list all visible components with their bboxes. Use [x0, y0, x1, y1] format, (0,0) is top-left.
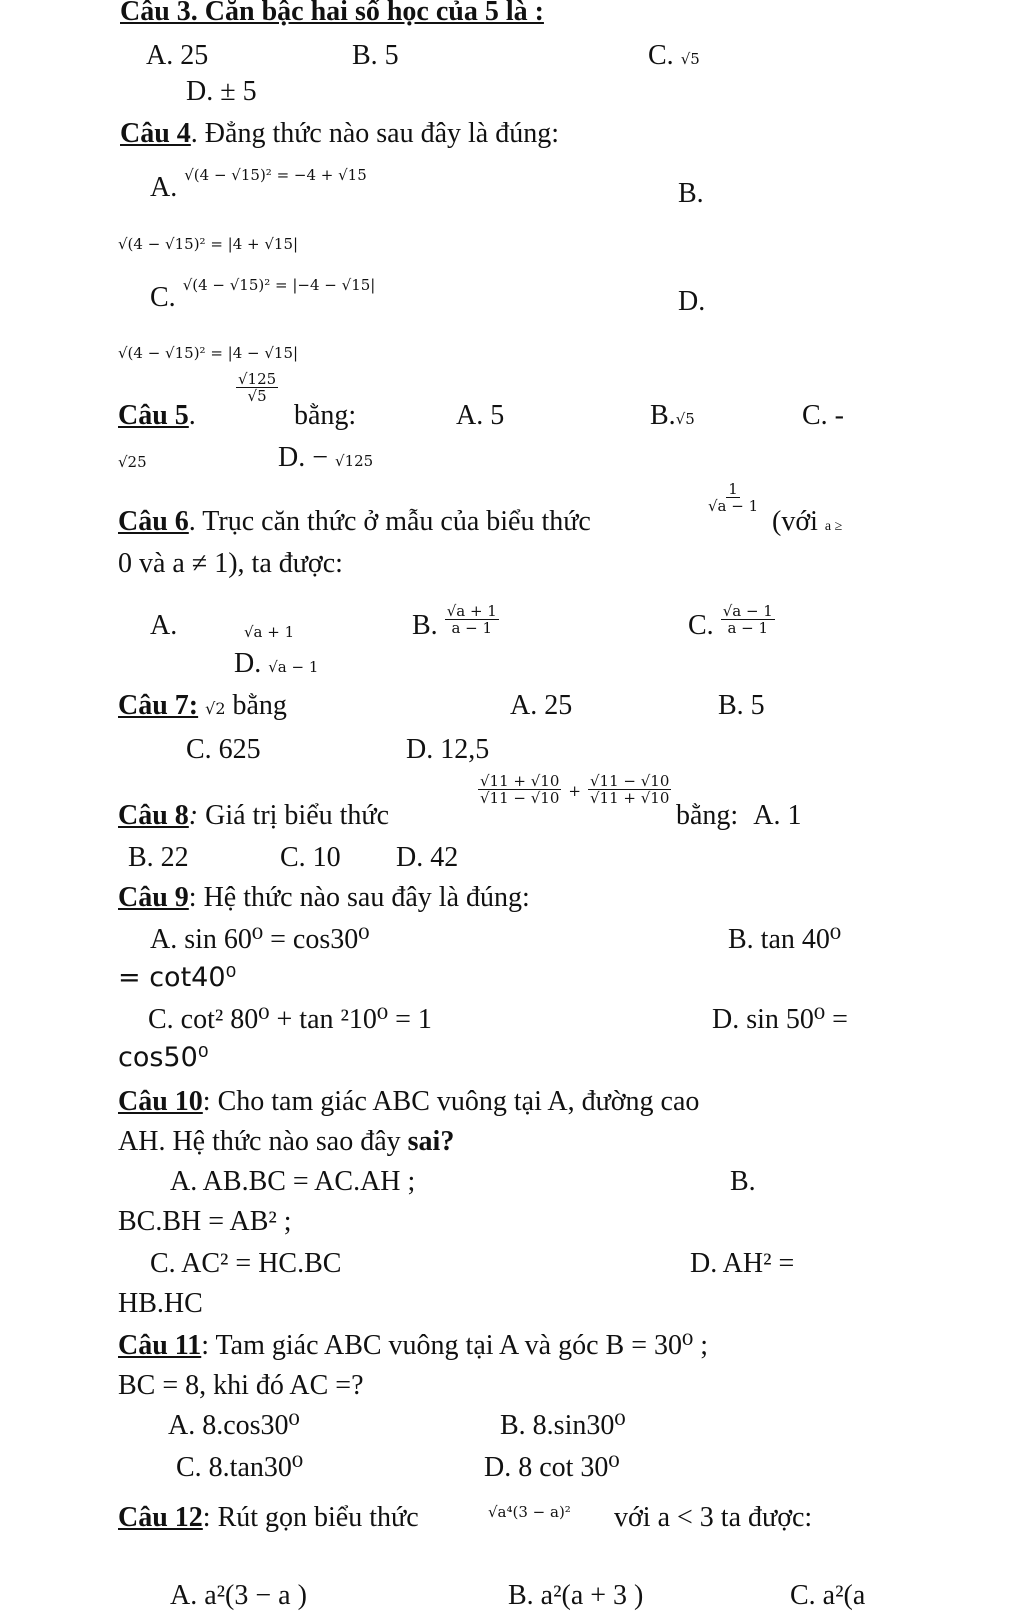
- q5-option-b: [650, 400, 695, 435]
- q6-cond: a ≥: [824, 519, 843, 534]
- q4-option-c: [150, 276, 376, 317]
- q9-question: [118, 882, 530, 914]
- q3-option-b: B. 5: [352, 40, 399, 71]
- q3-option-d-label: D.: [186, 76, 214, 107]
- q10-option-a: A. AB.BC = AC.AH ;: [170, 1166, 416, 1197]
- q5-option-c-label: C. -: [802, 400, 844, 431]
- q8-frac2: [588, 773, 671, 806]
- q7-option-b: B. 5: [718, 690, 765, 721]
- q3-title: [120, 0, 544, 28]
- q5-fraction: [236, 370, 278, 404]
- q10-option-c: C. AC² = HC.BC: [150, 1248, 342, 1279]
- q9-option-a: A. sin 60⁰ = cos30⁰: [150, 924, 370, 955]
- q10-option-b: B.: [730, 1166, 756, 1197]
- q9-option-b: B. tan 40⁰: [728, 924, 842, 955]
- q5-den: √5: [247, 387, 267, 406]
- q4-option-d-label: D.: [678, 286, 706, 317]
- q6-den: √a − 1: [708, 497, 759, 516]
- q8-question: [118, 800, 389, 832]
- q6-option-d-expr: √a − 1: [268, 658, 319, 676]
- q6-option-c-frac: [721, 603, 775, 636]
- q6-option-a-expr: √a + 1: [244, 623, 295, 641]
- q8-equals-text: bằng:: [676, 800, 739, 831]
- q8-frac1: [478, 773, 561, 806]
- q9-text: : Hệ thức nào sau đây là đúng:: [188, 882, 530, 913]
- q8-frac1-den: √11 − √10: [480, 789, 560, 808]
- q5-label-wrap: [118, 400, 196, 432]
- q3-title-text: Câu 3. Căn bậc hai số học của 5 là :: [120, 0, 544, 27]
- q7-expr: √2: [205, 699, 226, 718]
- q9-label: Câu 9: [118, 882, 189, 913]
- q5-option-b-label: B.: [650, 400, 676, 431]
- q6-option-c-den: a − 1: [727, 619, 769, 638]
- q6-question: [118, 506, 591, 538]
- q12-text: : Rút gọn biểu thức: [202, 1502, 419, 1533]
- q8-expression: [478, 772, 671, 807]
- q9-option-d-cont: cos50⁰: [118, 1042, 209, 1073]
- q6-option-a-label: A.: [150, 610, 178, 641]
- q8-frac2-den: √11 + √10: [589, 789, 670, 808]
- q7-question: [118, 690, 287, 725]
- q6-label: Câu 6: [118, 506, 189, 537]
- q4-option-b-label: B.: [678, 178, 704, 209]
- q7-option-c: C. 625: [186, 734, 261, 765]
- q4-option-d-expr: √(4 − √15)² = |4 − √15|: [118, 344, 299, 362]
- q5-option-a: A. 5: [456, 400, 505, 431]
- q5-num: √125: [238, 370, 277, 389]
- q5-option-d-expr: √125: [335, 452, 374, 470]
- q12-option-a: A. a²(3 − a ): [170, 1580, 307, 1611]
- q10-option-d: D. AH² =: [690, 1248, 795, 1279]
- q4-label: Câu 4: [120, 118, 191, 149]
- q6-option-c: [688, 602, 775, 644]
- q5-option-b-expr: √5: [675, 410, 695, 428]
- q11-option-c: C. 8.tan30⁰: [176, 1452, 304, 1483]
- q6-option-d-label: D.: [234, 648, 262, 679]
- q9-option-c: C. cot² 80⁰ + tan ²10⁰ = 1: [148, 1004, 432, 1035]
- q11-question: [118, 1330, 708, 1362]
- q8-text2: [676, 800, 801, 832]
- q10-option-d-cont: HB.HC: [118, 1288, 203, 1319]
- q5-option-c-expr: √25: [118, 453, 147, 471]
- q11-option-a: A. 8.cos30⁰: [168, 1410, 300, 1441]
- q8-option-d: D. 42: [396, 842, 459, 873]
- q4-option-c-label: C.: [150, 282, 176, 313]
- q6-option-b-frac: [445, 603, 499, 636]
- q3-option-c-label: C.: [648, 40, 674, 71]
- q6-text: . Trục căn thức ở mẫu của biểu thức: [188, 506, 591, 537]
- q12-question: [118, 1502, 419, 1534]
- q8-label: Câu 8: [118, 800, 189, 831]
- q5-frac: [236, 371, 278, 404]
- q6-option-d: [234, 648, 318, 683]
- q4-option-a: [150, 166, 367, 207]
- q10-label: Câu 10: [118, 1086, 203, 1117]
- q10-option-b-cont: BC.BH = AB² ;: [118, 1206, 292, 1237]
- q5-option-d-label: D. −: [278, 442, 329, 473]
- q3-option-a: A. 25: [146, 40, 209, 71]
- q12-option-b: B. a²(a + 3 ): [508, 1580, 644, 1611]
- q5-option-d: [278, 442, 373, 477]
- q6-option-b-den: a − 1: [451, 619, 493, 638]
- q6-fraction: [706, 480, 760, 514]
- q12-text2: với a < 3 ta được:: [614, 1502, 813, 1533]
- q8-option-c: C. 10: [280, 842, 341, 873]
- q6-line2: 0 và a ≠ 1), ta được:: [118, 548, 343, 579]
- q4-option-b-expr: √(4 − √15)² = |4 + √15|: [118, 235, 299, 253]
- q6-option-b-label: B.: [412, 610, 438, 641]
- q8-text: Giá trị biểu thức: [205, 800, 390, 831]
- q7-option-d: D. 12,5: [406, 734, 490, 765]
- q10-text: : Cho tam giác ABC vuông tại A, đường cao: [202, 1086, 700, 1117]
- q10-question: [118, 1086, 699, 1118]
- q3-option-d: [186, 76, 257, 108]
- q8-plus: +: [568, 782, 581, 800]
- q5-dot: .: [188, 400, 196, 431]
- q3-option-c-expr: √5: [680, 50, 700, 68]
- q4-text: . Đẳng thức nào sau đây là đúng:: [190, 118, 559, 149]
- q12-option-c: C. a²(a: [790, 1580, 866, 1611]
- q6-option-c-num: √a − 1: [722, 602, 773, 621]
- q8-frac1-num: √11 + √10: [480, 772, 560, 791]
- q4-option-c-expr: √(4 − √15)² = |−4 − √15|: [182, 276, 376, 294]
- q6-num: 1: [728, 480, 738, 499]
- q10-line2: [118, 1126, 454, 1158]
- q8-frac2-num: √11 − √10: [589, 772, 670, 791]
- q8-option-a: A. 1: [753, 800, 802, 831]
- q11-option-d: D. 8 cot 30⁰: [484, 1452, 620, 1483]
- q6-option-c-label: C.: [688, 610, 714, 641]
- q12-expr: √a⁴(3 − a)²: [488, 1503, 571, 1521]
- q9-option-b-cont: = cot40⁰: [118, 962, 237, 993]
- q11-option-b: B. 8.sin30⁰: [500, 1410, 626, 1441]
- q7-label: Câu 7:: [118, 690, 199, 721]
- q7-option-a: A. 25: [510, 690, 573, 721]
- q10-line2-bold: sai?: [407, 1126, 455, 1157]
- q4-option-a-label: A.: [150, 172, 178, 203]
- q3-option-c: [648, 40, 700, 75]
- q12-label: Câu 12: [118, 1502, 203, 1533]
- q4-option-a-expr: √(4 − √15)² = −4 + √15: [184, 166, 367, 184]
- q6-with: (với: [772, 506, 818, 537]
- q9-option-d: D. sin 50⁰ =: [712, 1004, 848, 1035]
- q4-question: [120, 118, 559, 150]
- q6-text2: [772, 506, 842, 543]
- q8-colon: :: [188, 800, 199, 831]
- q5-label: Câu 5: [118, 400, 189, 431]
- q11-text: : Tam giác ABC vuông tại A và góc B = 30⁰ ;: [201, 1330, 708, 1361]
- q5-text: bằng:: [294, 400, 357, 431]
- q6-frac: [706, 481, 760, 514]
- q11-label: Câu 11: [118, 1330, 202, 1361]
- q7-text: bằng: [232, 690, 287, 721]
- q6-option-b-num: √a + 1: [446, 602, 497, 621]
- q6-option-b: [412, 602, 499, 644]
- q8-option-b: B. 22: [128, 842, 189, 873]
- q3-option-d-expr: ± 5: [220, 76, 257, 107]
- q10-line2-text: AH. Hệ thức nào sao đây: [118, 1126, 408, 1157]
- q11-line2: BC = 8, khi đó AC =?: [118, 1370, 364, 1401]
